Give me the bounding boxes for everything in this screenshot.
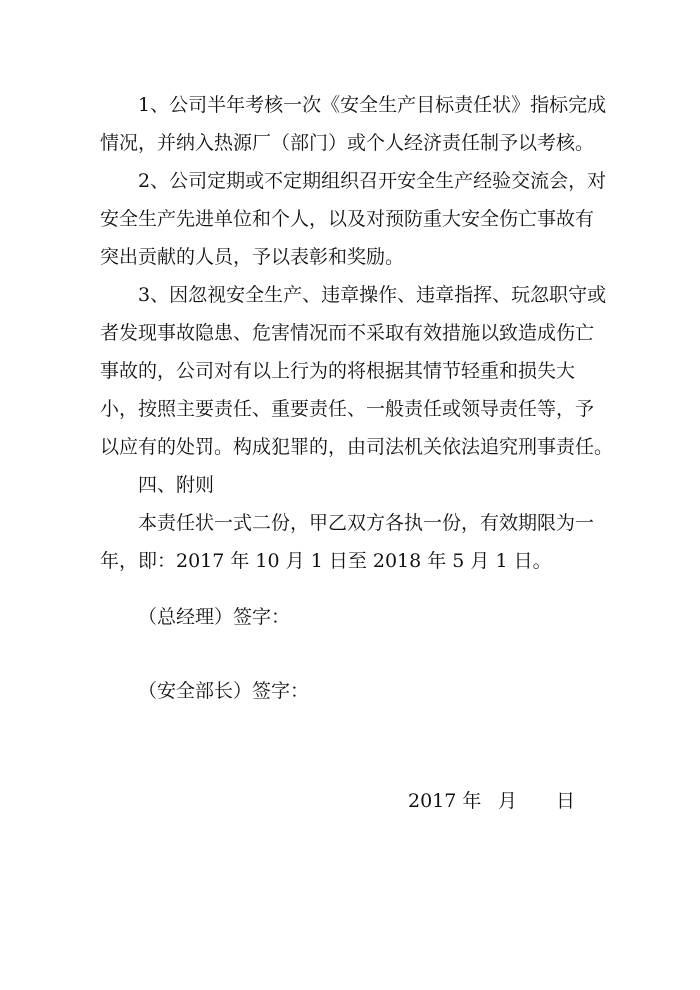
date-year: 2017 年 bbox=[408, 790, 482, 812]
section-4-line-2: 年，即：2017 年 10 月 1 日至 2018 年 5 月 1 日。 bbox=[100, 550, 552, 572]
clause-1-line-1: 1、公司半年考核一次《安全生产目标责任状》指标完成 bbox=[138, 94, 607, 116]
clause-3-line-3: 事故的，公司对有以上行为的将根据其情节轻重和损失大 bbox=[100, 360, 576, 382]
signing-date bbox=[408, 786, 575, 816]
clause-3 bbox=[100, 276, 614, 466]
clause-1-line-2: 情况，并纳入热源厂（部门）或个人经济责任制予以考核。 bbox=[100, 132, 595, 154]
document-body bbox=[100, 86, 614, 580]
general-manager-signature-label: （总经理）签字： bbox=[138, 606, 291, 628]
date-month: 月 bbox=[498, 790, 518, 812]
clause-3-line-2: 者发现事故隐患、危害情况而不采取有效措施以致造成伤亡 bbox=[100, 322, 595, 344]
safety-director-signature-label: （安全部长）签字： bbox=[138, 680, 310, 702]
section-4 bbox=[100, 466, 600, 580]
section-4-heading: 四、附则 bbox=[138, 474, 215, 496]
section-4-line-1: 本责任状一式二份，甲乙双方各执一份，有效期限为一 bbox=[138, 512, 595, 534]
clause-3-line-5: 以应有的处罚。构成犯罪的，由司法机关依法追究刑事责任。 bbox=[100, 436, 614, 458]
date-day: 日 bbox=[556, 790, 576, 812]
clause-3-line-4: 小，按照主要责任、重要责任、一般责任或领导责任等，予 bbox=[100, 398, 595, 420]
clause-2-line-1: 2、公司定期或不定期组织召开安全生产经验交流会，对 bbox=[138, 170, 607, 192]
clause-2 bbox=[100, 162, 607, 276]
clause-2-line-2: 安全生产先进单位和个人，以及对预防重大安全伤亡事故有 bbox=[100, 208, 595, 230]
clause-1 bbox=[100, 86, 607, 162]
clause-2-line-3: 突出贡献的人员，予以表彰和奖励。 bbox=[100, 246, 405, 268]
clause-3-line-1: 3、因忽视安全生产、违章操作、违章指挥、玩忽职守或 bbox=[138, 284, 607, 306]
